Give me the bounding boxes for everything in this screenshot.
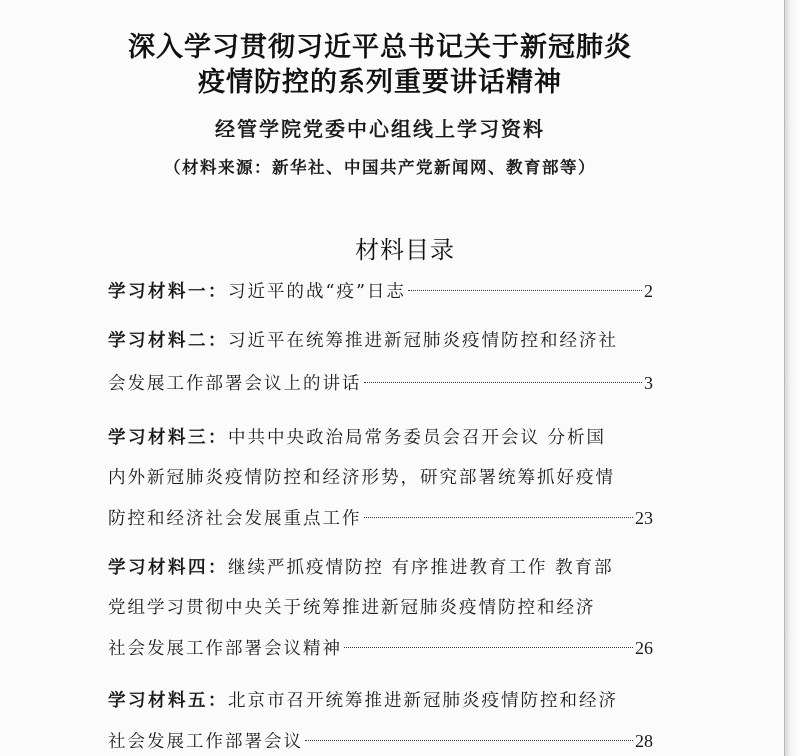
toc-entry-1[interactable] <box>108 276 653 306</box>
dot-leader <box>305 740 633 741</box>
toc-entry-line <box>108 593 653 623</box>
toc-entry-line <box>108 633 653 663</box>
toc-entry-text: 北京市召开统筹推进新冠肺炎疫情防控和经济 <box>228 691 618 711</box>
toc-entry-line <box>108 423 653 453</box>
toc-entry-text: 中共中央政治局常务委员会召开会议 分析国 <box>228 428 607 448</box>
toc-page-number: 2 <box>644 281 653 301</box>
toc-page-number: 28 <box>635 731 653 751</box>
toc-entry-text: 社会发展工作部署会议 <box>108 732 303 752</box>
dot-leader <box>408 290 642 291</box>
page-edge-shadow <box>785 0 800 756</box>
dot-leader <box>364 382 643 383</box>
material-source-note: （材料来源：新华社、中国共产党新闻网、教育部等） <box>164 158 596 177</box>
document-title-line-2: 疫情防控的系列重要讲话精神 <box>198 67 562 98</box>
toc-entry-label: 学习材料三： <box>108 428 228 448</box>
toc-entry-text: 继续严抓疫情防控 有序推进教育工作 教育部 <box>228 558 614 578</box>
dot-leader <box>364 517 634 518</box>
toc-entry-label: 学习材料一： <box>108 282 228 302</box>
toc-entry-line <box>108 726 653 756</box>
toc-page-number: 26 <box>635 638 653 658</box>
toc-entry-text: 习近平的战“疫”日志 <box>228 282 406 302</box>
toc-entry-line <box>108 553 653 583</box>
toc-entry-text: 习近平在统筹推进新冠肺炎疫情防控和经济社 <box>228 331 618 351</box>
document-title-line-1: 深入学习贯彻习近平总书记关于新冠肺炎 <box>128 32 632 63</box>
toc-entry-line <box>108 326 653 356</box>
toc-entry-text: 社会发展工作部署会议精神 <box>108 639 342 659</box>
toc-entry-label: 学习材料二： <box>108 331 228 351</box>
toc-heading: 材料目录 <box>355 236 455 264</box>
toc-page-number: 23 <box>635 508 653 528</box>
toc-entry-text: 会发展工作部署会议上的讲话 <box>108 374 362 394</box>
toc-entry-text: 党组学习贯彻中央关于统筹推进新冠肺炎疫情防控和经济 <box>108 598 596 618</box>
dot-leader <box>344 647 633 648</box>
toc-entry-line <box>108 686 653 716</box>
toc-entry-text: 防控和经济社会发展重点工作 <box>108 509 362 529</box>
toc-entry-line <box>108 368 653 398</box>
toc-entry-line <box>108 463 653 493</box>
document-subtitle: 经管学院党委中心组线上学习资料 <box>215 117 545 141</box>
toc-entry-text: 内外新冠肺炎疫情防控和经济形势，研究部署统筹抓好疫情 <box>108 468 615 488</box>
toc-entry-line <box>108 503 653 533</box>
toc-page-number: 3 <box>644 373 653 393</box>
toc-entry-label: 学习材料四： <box>108 558 228 578</box>
toc-entry-label: 学习材料五： <box>108 691 228 711</box>
